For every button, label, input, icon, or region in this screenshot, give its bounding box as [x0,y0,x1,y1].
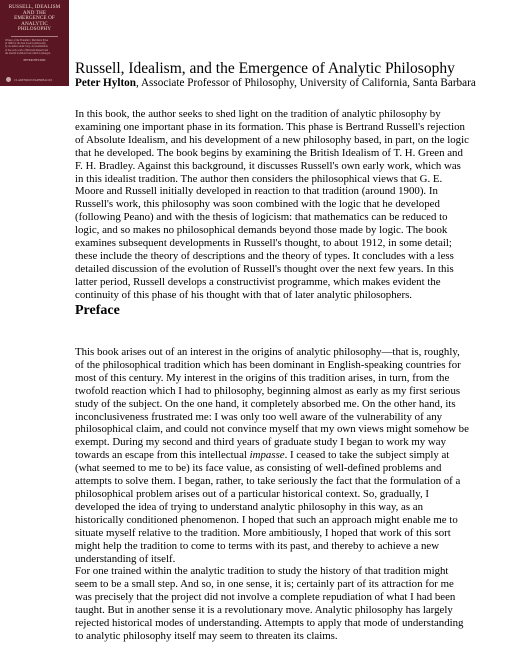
book-abstract: In this book, the author seeks to shed light on the tradition of analytic philosophy by examining one important phase in its formation. This phase is Bertrand Russell's rejection of Absolute Idealism, and his development of a new philosophy based, in part, on the logic that he developed. The book begins by examining the British Idealism of T. H. Green and F. H. Bradley. Against this background, it discusses Russell's own early work, which was in this idealist tradition. The author then considers the philosophical views that G. E. Moore and Russell initially developed in reaction to that tradition (around 1900). In Russell's work, this philosophy was soon combined with the logic that he developed (following Peano) and with the thesis of logicism: that mathematics can be reduced to logic, and so makes no philosophical demands beyond those made by logic. The book examines subsequent developments in Russell's thought, to about 1912, in some detail; these include the theory of descriptions and the theory of types. It concludes with a less detailed discussion of the evolution of Russell's thought over the next few years. In this latter period, Russell develops a constructivist programme, which makes evident the continuity of this phase of his thought with that of later analytic philosophers. [75,108,469,301]
cover-publisher: CLARENDON PAPERBACKS [14,78,53,82]
cover-divider [11,36,58,37]
preface-p1-end: . I ceased to take the subject simply at (what seemed to me to be) its face value, as consisting of well-defined problems and attempts to solve them. I began, rather, to take seriously the fact that the formulation of a philosophical problem arises out of a particular historical context. So, gradually, I developed the idea of trying to understand analytic philosophy in this way, as an historically conditioned phenomenon. I hoped that such an approach might enable me to situate myself relative to the tradition. More ambitiously, I hoped that work of this sort might help the tradition to come to terms with its past, and thereby to achieve a new understanding of itself. [75,449,461,565]
author-name: Peter Hylton [75,77,136,89]
preface-body [75,346,470,643]
preface-paragraph [75,346,470,565]
book-title: Russell, Idealism, and the Emergence of Analytic Philosophy [75,60,455,77]
preface-paragraph: For one trained within the analytic tradition to study the history of that tradition might seem to be a small step. And so, in one sense, it is; certainly part of its attraction for me was precisely that the project did not involve a complete repudiation of what I had been taught. But in another sense it is a revolutionary move. Analytic philosophy has largely rejected historical modes of understanding. Attempts to apply that mode of understanding to analytic philosophy itself may seem to threaten its claims. [75,565,464,642]
book-cover-thumbnail [0,0,69,86]
publisher-seal-icon [6,77,11,82]
preface-p1-emphasis: impasse [249,449,285,462]
byline [75,77,495,90]
book-header [75,60,495,90]
author-affiliation: , Associate Professor of Philosophy, University of California, Santa Barbara [136,77,476,89]
cover-blurb: Winner of the Franklin J. Matchette Prize in 1990 for the best book in philosophy by an author under forty. An examination of the early work of Bertrand Russell and the idealist tradition from which it emerged. [5,38,51,55]
preface-heading: Preface [75,303,120,318]
preface-p1-start: This book arises out of an interest in the origins of analytic philosophy—that is, roughly, of the philosophical tradition which has been dominant in English-speaking countries for most of this century. My interest in the origins of this tradition arises, in turn, from the twofold reaction which I had to philosophy, beginning almost as early as my first serious study of the subject. On the one hand, it completely absorbed me. On the other hand, its inconclusiveness frustrated me: I was only too well aware of the vulnerability of any philosophical claim, and could not convince myself that my own views might somehow be exempt. During my second and third years of graduate study I began to work my way towards an escape from this intellectual [75,346,469,462]
cover-title: RUSSELL, IDEALISM AND THE EMERGENCE OF ANALYTIC PHILOSOPHY [8,4,61,33]
cover-author: PETER HYLTON [23,57,46,62]
